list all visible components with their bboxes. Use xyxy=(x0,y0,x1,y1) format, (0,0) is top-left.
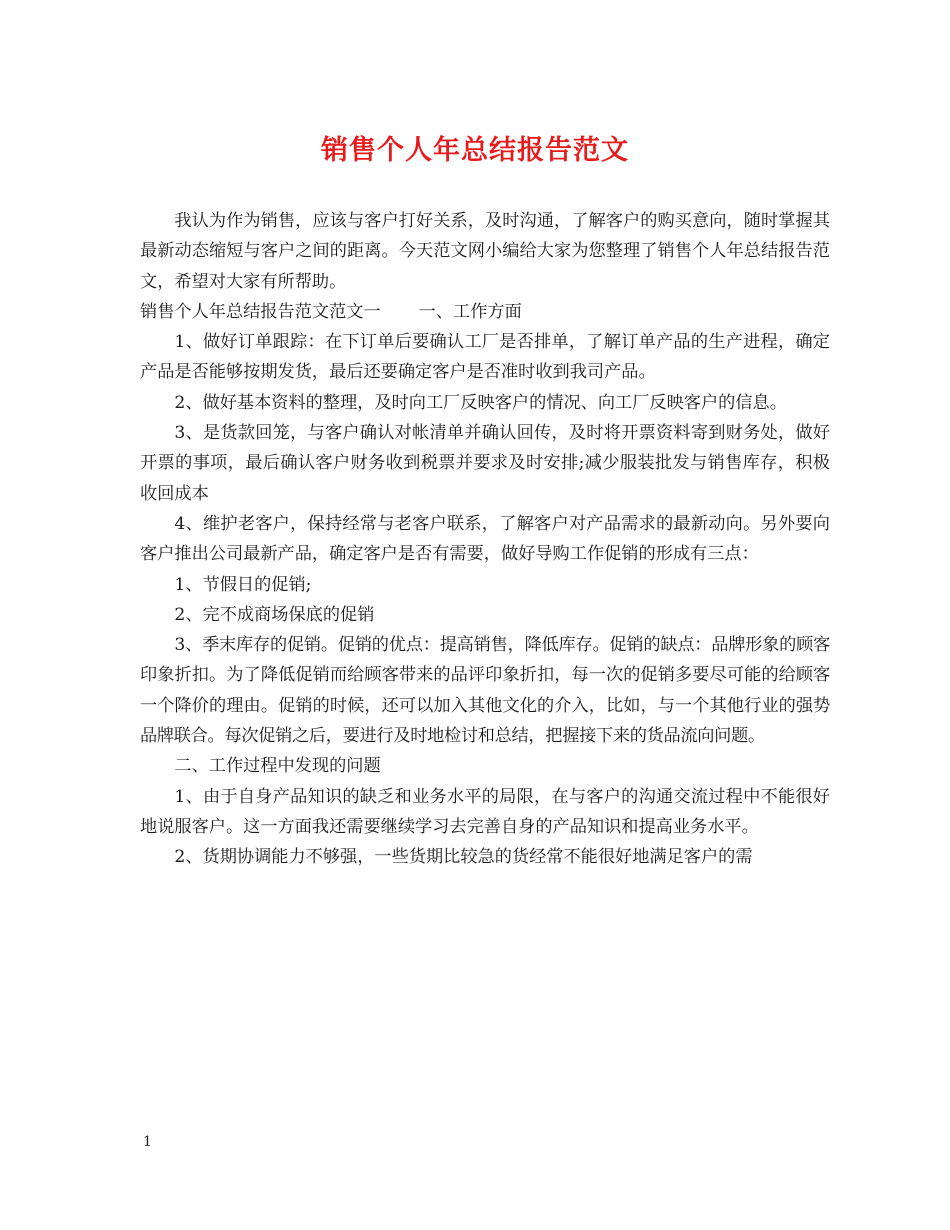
paragraph-season-promotion: 3、季末库存的促销。促销的优点：提高销售，降低库存。促销的缺点：品牌形象的顾客印象折扣。为了降低促销而给顾客带来的品评印象折扣，每一次的促销多要尽可能的给顾客一个降价的理由。促销的时候，还可以加入其他文化的介入，比如，与一个其他行业的强势品牌联合。每次促销之后，要进行及时地检讨和总结，把握接下来的货品流向问题。 xyxy=(140,635,830,747)
document-title: 销售个人年总结报告范文 xyxy=(321,135,629,166)
paragraph-order-tracking: 1、做好订单跟踪：在下订单后要确认工厂是否排单，了解订单产品的生产进程，确定产品是否能够按期发货，最后还要确定客户是否准时收到我司产品。 xyxy=(140,332,830,383)
paragraph-delivery-coordination: 2、货期协调能力不够强，一些货期比较急的货经常不能很好地满足客户的需 xyxy=(174,847,753,868)
document-body xyxy=(140,206,830,873)
paragraph-product-knowledge: 1、由于自身产品知识的缺乏和业务水平的局限，在与客户的沟通交流过程中不能很好地说服客户。这一方面我还需要继续学习去完善自身的产品知识和提高业务水平。 xyxy=(140,786,830,837)
section-heading-problems: 二、工作过程中发现的问题 xyxy=(174,756,381,777)
paragraph-basic-info: 2、做好基本资料的整理，及时向工厂反映客户的情况、向工厂反映客户的信息。 xyxy=(174,392,787,413)
page-number: 1 xyxy=(143,1134,152,1150)
section-heading-text: 一、工作方面 xyxy=(418,301,522,322)
list-item-holiday-promotion: 1、节假日的促销; xyxy=(174,574,312,595)
paragraph-payment-collection: 3、是货款回笼，与客户确认对帐清单并确认回传，及时将开票资料寄到财务处，做好开票的事项，最后确认客户财务收到税票并要求及时安排;减少服装批发与销售库存，积极收回成本 xyxy=(140,423,830,504)
section-heading-line xyxy=(140,297,830,327)
intro-paragraph: 我认为作为销售，应该与客户打好关系，及时沟通，了解客户的购买意向，随时掌握其最新动态缩短与客户之间的距离。今天范文网小编给大家为您整理了销售个人年总结报告范文，希望对大家有所帮助。 xyxy=(140,211,830,292)
paragraph-maintain-clients: 4、维护老客户，保持经常与老客户联系，了解客户对产品需求的最新动向。另外要向客户推出公司最新产品，确定客户是否有需要，做好导购工作促销的形成有三点： xyxy=(140,513,830,565)
list-item-mall-promotion: 2、完不成商场保底的促销 xyxy=(174,604,375,625)
subtitle-text: 销售个人年总结报告范文范文一 xyxy=(140,301,381,322)
